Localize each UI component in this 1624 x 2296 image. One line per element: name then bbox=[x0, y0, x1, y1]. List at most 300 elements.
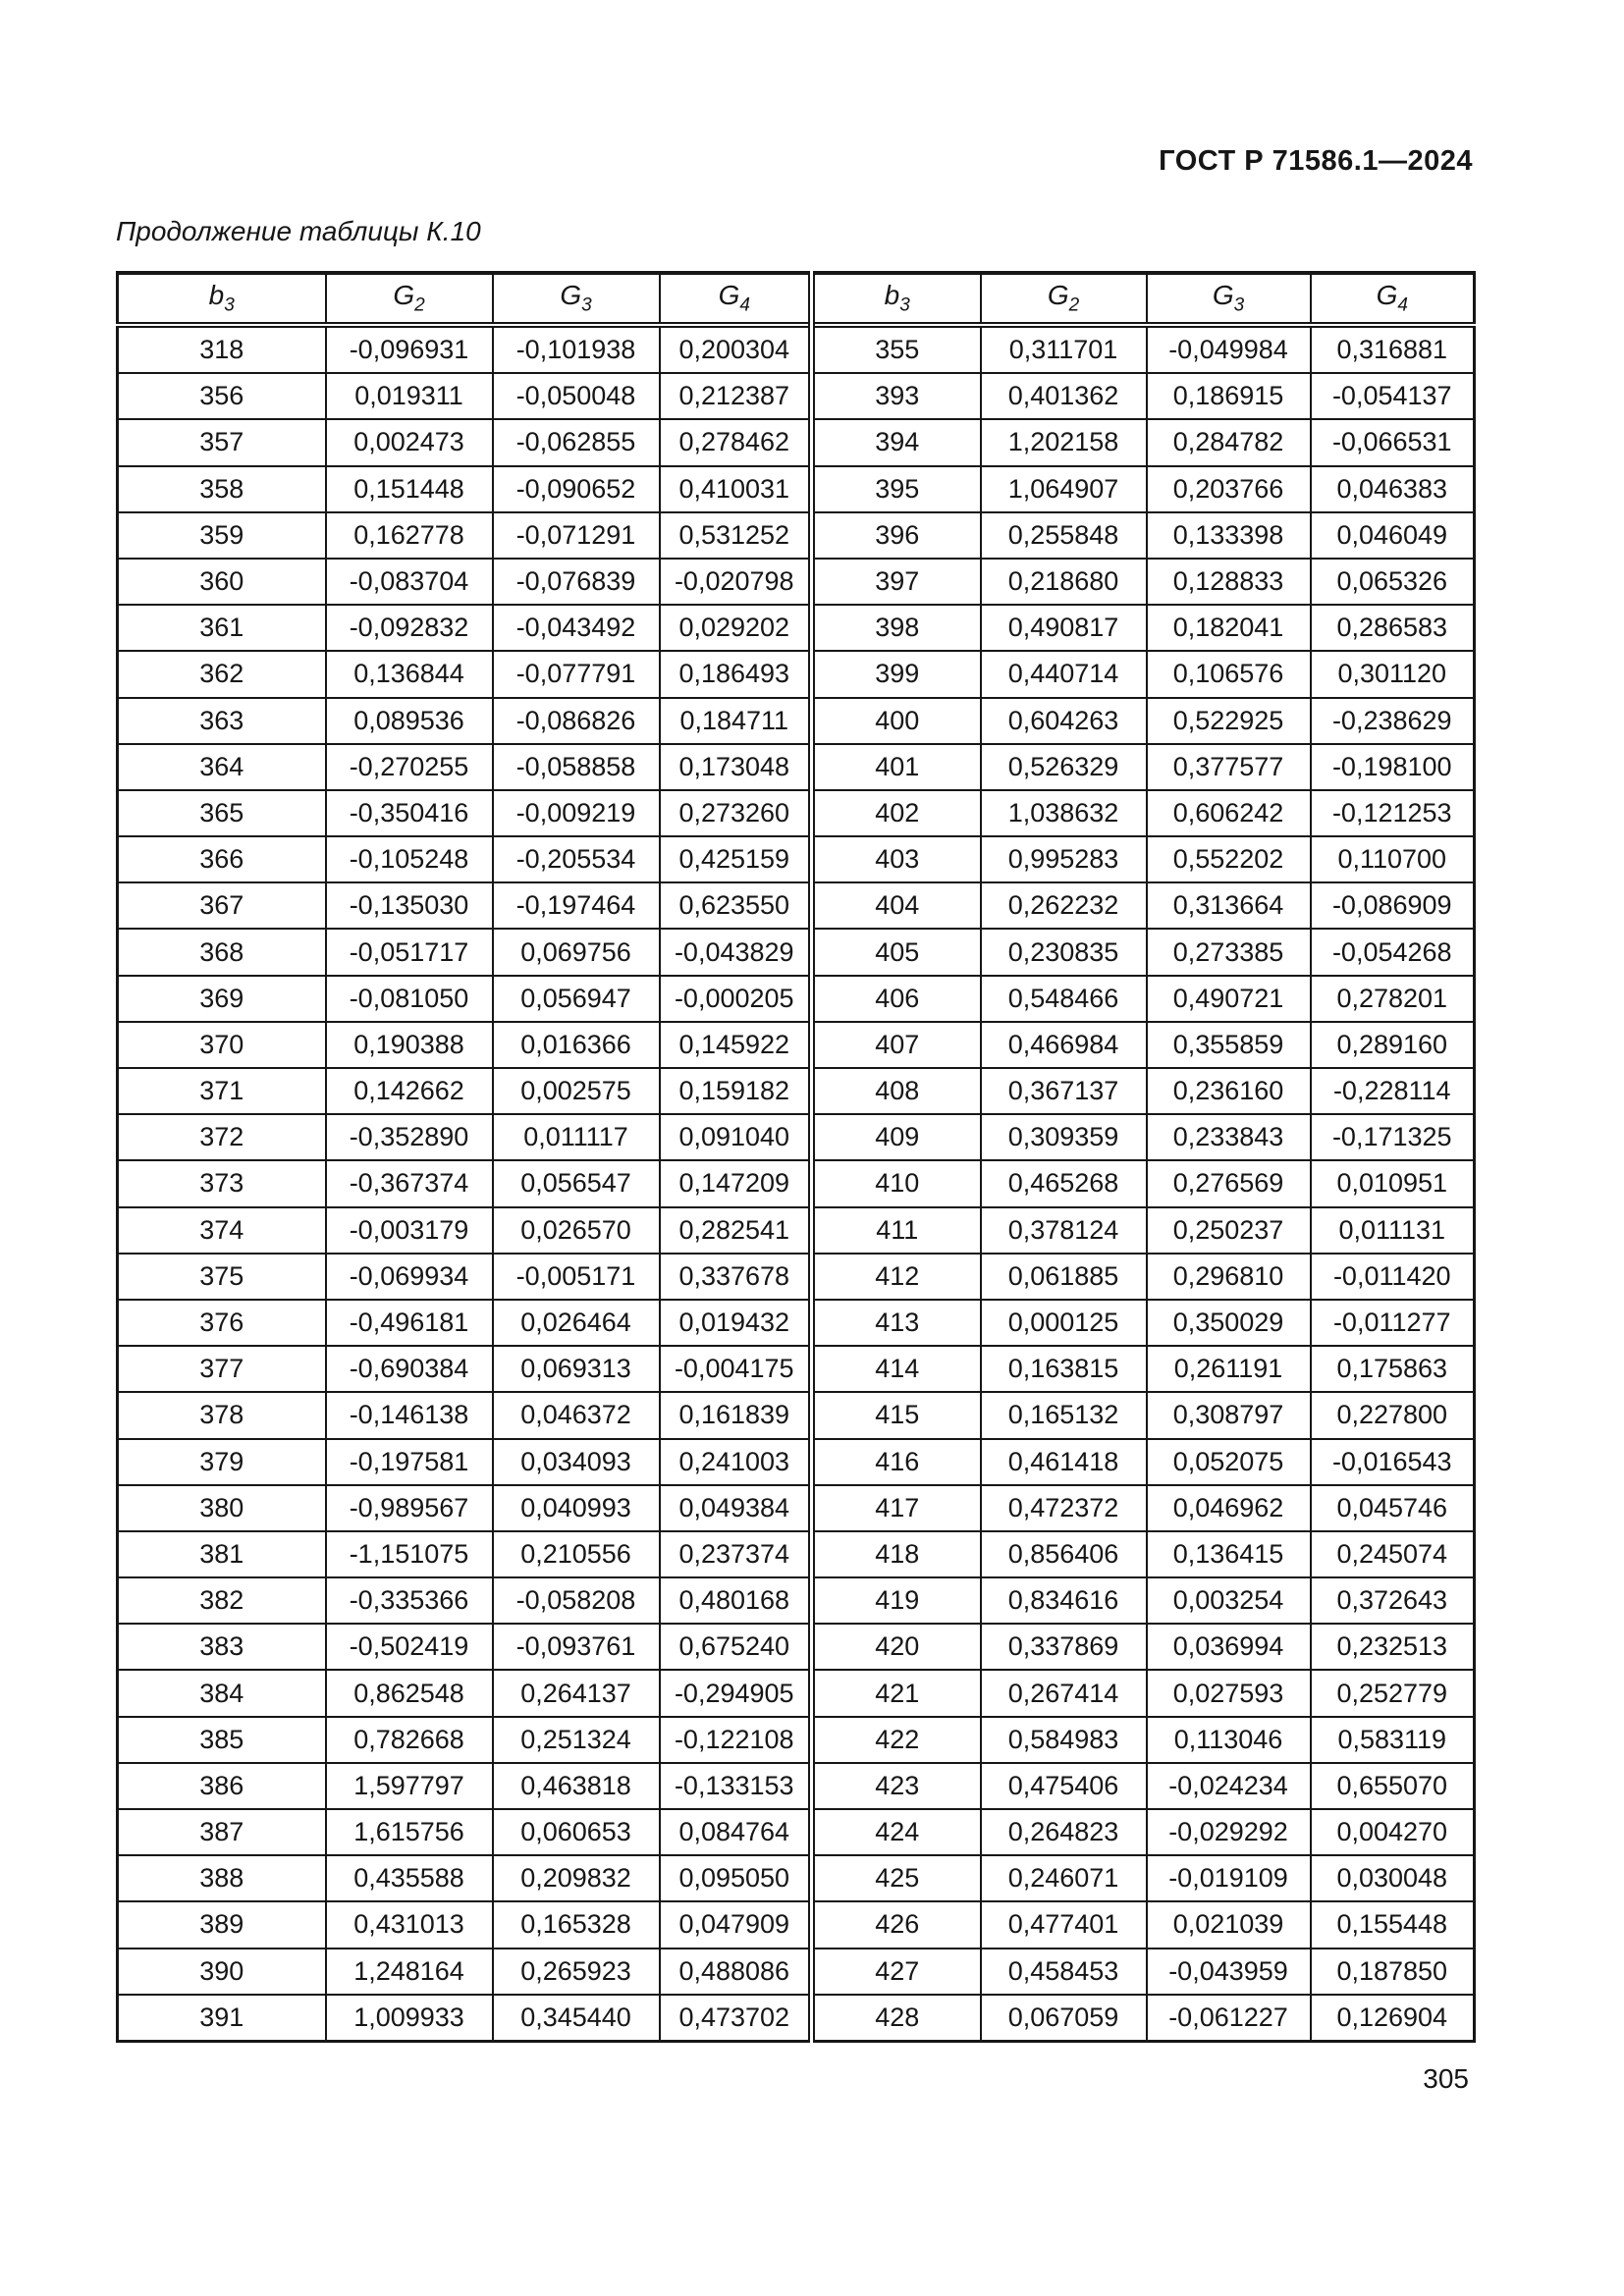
table-cell: 375 bbox=[118, 1254, 326, 1300]
table-cell: 0,056547 bbox=[493, 1160, 660, 1206]
table-row bbox=[118, 1577, 1475, 1624]
table-cell: 0,110700 bbox=[1311, 836, 1475, 882]
table-cell: 390 bbox=[118, 1949, 326, 1995]
table-cell: -0,049984 bbox=[1147, 325, 1311, 373]
table-cell: 0,548466 bbox=[981, 976, 1147, 1022]
table-row bbox=[118, 1717, 1475, 1763]
table-cell: 423 bbox=[812, 1763, 981, 1809]
table-cell: -0,004175 bbox=[660, 1346, 812, 1392]
table-cell: 0,106576 bbox=[1147, 651, 1311, 697]
table-cell: -0,077791 bbox=[493, 651, 660, 697]
table-cell: 360 bbox=[118, 559, 326, 605]
column-header-G4-right: $G_4$ bbox=[1311, 273, 1475, 325]
table-cell: 397 bbox=[812, 559, 981, 605]
table-cell: 411 bbox=[812, 1207, 981, 1254]
table-row bbox=[118, 1809, 1475, 1855]
table-cell: 0,209832 bbox=[493, 1855, 660, 1901]
table-cell: 362 bbox=[118, 651, 326, 697]
table-cell: 393 bbox=[812, 373, 981, 419]
table-cell: 0,029202 bbox=[660, 605, 812, 651]
table-cell: 372 bbox=[118, 1114, 326, 1160]
table-cell: 355 bbox=[812, 325, 981, 373]
table-cell: 0,472372 bbox=[981, 1485, 1147, 1531]
table-cell: 1,248164 bbox=[326, 1949, 493, 1995]
table-cell: 0,046962 bbox=[1147, 1485, 1311, 1531]
table-cell: -0,071291 bbox=[493, 512, 660, 559]
table-cell: 0,047909 bbox=[660, 1901, 812, 1948]
table-cell: 0,126904 bbox=[1311, 1995, 1475, 2042]
table-cell: 0,264137 bbox=[493, 1670, 660, 1716]
table-cell: 0,236160 bbox=[1147, 1068, 1311, 1114]
table-cell: 402 bbox=[812, 790, 981, 836]
table-cell: 0,282541 bbox=[660, 1207, 812, 1254]
table-cell: 0,480168 bbox=[660, 1577, 812, 1624]
table-cell: 0,011117 bbox=[493, 1114, 660, 1160]
table-cell: 0,526329 bbox=[981, 744, 1147, 790]
table-cell: 0,278462 bbox=[660, 419, 812, 465]
table-cell: 0,995283 bbox=[981, 836, 1147, 882]
table-cell: 0,477401 bbox=[981, 1901, 1147, 1948]
table-cell: 394 bbox=[812, 419, 981, 465]
table-cell: 0,245074 bbox=[1311, 1531, 1475, 1577]
table-cell: 356 bbox=[118, 373, 326, 419]
table-cell: 383 bbox=[118, 1624, 326, 1670]
table-cell: -0,050048 bbox=[493, 373, 660, 419]
table-cell: -0,101938 bbox=[493, 325, 660, 373]
document-code: ГОСТ Р 71586.1—2024 bbox=[1159, 145, 1473, 177]
table-cell: 395 bbox=[812, 466, 981, 512]
data-table bbox=[116, 271, 1476, 2043]
table-cell: 0,246071 bbox=[981, 1855, 1147, 1901]
table-cell: 0,410031 bbox=[660, 466, 812, 512]
table-cell: 0,251324 bbox=[493, 1717, 660, 1763]
table-cell: -0,076839 bbox=[493, 559, 660, 605]
table-cell: 0,133398 bbox=[1147, 512, 1311, 559]
table-cell: 0,002575 bbox=[493, 1068, 660, 1114]
table-cell: 366 bbox=[118, 836, 326, 882]
table-cell: 0,136415 bbox=[1147, 1531, 1311, 1577]
table-cell: -0,335366 bbox=[326, 1577, 493, 1624]
table-cell: -0,009219 bbox=[493, 790, 660, 836]
table-cell: 0,034093 bbox=[493, 1439, 660, 1485]
table-cell: -0,690384 bbox=[326, 1346, 493, 1392]
table-cell: 0,067059 bbox=[981, 1995, 1147, 2042]
table-cell: -0,105248 bbox=[326, 836, 493, 882]
table-cell: -0,029292 bbox=[1147, 1809, 1311, 1855]
table-cell: -0,496181 bbox=[326, 1300, 493, 1346]
table-cell: 0,431013 bbox=[326, 1901, 493, 1948]
table-cell: 0,584983 bbox=[981, 1717, 1147, 1763]
table-row bbox=[118, 698, 1475, 744]
table-cell: 0,142662 bbox=[326, 1068, 493, 1114]
table-row bbox=[118, 1392, 1475, 1438]
table-cell: 0,458453 bbox=[981, 1949, 1147, 1995]
table-cell: -0,019109 bbox=[1147, 1855, 1311, 1901]
table-cell: 359 bbox=[118, 512, 326, 559]
table-cell: 0,337869 bbox=[981, 1624, 1147, 1670]
table-cell: -0,000205 bbox=[660, 976, 812, 1022]
table-cell: 0,026464 bbox=[493, 1300, 660, 1346]
table-cell: -0,016543 bbox=[1311, 1439, 1475, 1485]
table-cell: 0,190388 bbox=[326, 1022, 493, 1068]
table-cell: 0,284782 bbox=[1147, 419, 1311, 465]
table-header-row bbox=[118, 273, 1475, 325]
table-cell: -0,135030 bbox=[326, 882, 493, 929]
table-row bbox=[118, 1207, 1475, 1254]
table-cell: -0,058858 bbox=[493, 744, 660, 790]
table-cell: 416 bbox=[812, 1439, 981, 1485]
table-row bbox=[118, 1439, 1475, 1485]
table-cell: 0,522925 bbox=[1147, 698, 1311, 744]
table-cell: 0,010951 bbox=[1311, 1160, 1475, 1206]
table-cell: 0,161839 bbox=[660, 1392, 812, 1438]
table-cell: -0,005171 bbox=[493, 1254, 660, 1300]
column-header-G3-right: $G_3$ bbox=[1147, 273, 1311, 325]
table-cell: 410 bbox=[812, 1160, 981, 1206]
table-row bbox=[118, 605, 1475, 651]
table-cell: 0,378124 bbox=[981, 1207, 1147, 1254]
table-cell: -0,294905 bbox=[660, 1670, 812, 1716]
table-row bbox=[118, 1763, 1475, 1809]
table-cell: -0,502419 bbox=[326, 1624, 493, 1670]
table-cell: 0,440714 bbox=[981, 651, 1147, 697]
table-cell: -0,061227 bbox=[1147, 1995, 1311, 2042]
table-cell: -0,011420 bbox=[1311, 1254, 1475, 1300]
table-cell: 0,182041 bbox=[1147, 605, 1311, 651]
table-row bbox=[118, 373, 1475, 419]
table-cell: -0,020798 bbox=[660, 559, 812, 605]
table-cell: 0,147209 bbox=[660, 1160, 812, 1206]
table-cell: -0,352890 bbox=[326, 1114, 493, 1160]
table-row bbox=[118, 744, 1475, 790]
table-cell: 0,040993 bbox=[493, 1485, 660, 1531]
column-header-G4-left: $G_4$ bbox=[660, 273, 812, 325]
table-cell: 426 bbox=[812, 1901, 981, 1948]
table-cell: -0,197581 bbox=[326, 1439, 493, 1485]
table-cell: -0,003179 bbox=[326, 1207, 493, 1254]
table-row bbox=[118, 466, 1475, 512]
table-cell: 400 bbox=[812, 698, 981, 744]
table-cell: 408 bbox=[812, 1068, 981, 1114]
table-cell: 0,604263 bbox=[981, 698, 1147, 744]
table-cell: 0,002473 bbox=[326, 419, 493, 465]
table-cell: 406 bbox=[812, 976, 981, 1022]
table-cell: -0,121253 bbox=[1311, 790, 1475, 836]
table-cell: 0,200304 bbox=[660, 325, 812, 373]
table-row bbox=[118, 790, 1475, 836]
table-cell: 0,060653 bbox=[493, 1809, 660, 1855]
table-cell: 419 bbox=[812, 1577, 981, 1624]
table-cell: 0,004270 bbox=[1311, 1809, 1475, 1855]
table-cell: -0,093761 bbox=[493, 1624, 660, 1670]
table-cell: 384 bbox=[118, 1670, 326, 1716]
table-cell: 0,345440 bbox=[493, 1995, 660, 2042]
table-cell: 0,308797 bbox=[1147, 1392, 1311, 1438]
table-cell: 0,289160 bbox=[1311, 1022, 1475, 1068]
table-cell: 425 bbox=[812, 1855, 981, 1901]
table-cell: 1,064907 bbox=[981, 466, 1147, 512]
table-cell: 0,232513 bbox=[1311, 1624, 1475, 1670]
table-cell: 376 bbox=[118, 1300, 326, 1346]
table-cell: 0,401362 bbox=[981, 373, 1147, 419]
table-cell: -0,270255 bbox=[326, 744, 493, 790]
table-cell: 0,490817 bbox=[981, 605, 1147, 651]
table-row bbox=[118, 651, 1475, 697]
table-cell: 0,250237 bbox=[1147, 1207, 1311, 1254]
table-cell: -0,062855 bbox=[493, 419, 660, 465]
table-row bbox=[118, 1670, 1475, 1716]
table-cell: 0,136844 bbox=[326, 651, 493, 697]
table-cell: 389 bbox=[118, 1901, 326, 1948]
table-cell: 0,212387 bbox=[660, 373, 812, 419]
table-row bbox=[118, 1068, 1475, 1114]
table-cell: 409 bbox=[812, 1114, 981, 1160]
table-cell: 418 bbox=[812, 1531, 981, 1577]
table-cell: 0,095050 bbox=[660, 1855, 812, 1901]
table-cell: 0,045746 bbox=[1311, 1485, 1475, 1531]
table-cell: 0,337678 bbox=[660, 1254, 812, 1300]
table-cell: 379 bbox=[118, 1439, 326, 1485]
table-cell: 0,273385 bbox=[1147, 929, 1311, 975]
table-row bbox=[118, 1254, 1475, 1300]
table-cell: 0,230835 bbox=[981, 929, 1147, 975]
table-cell: 417 bbox=[812, 1485, 981, 1531]
table-cell: 428 bbox=[812, 1995, 981, 2042]
table-cell: 1,615756 bbox=[326, 1809, 493, 1855]
table-row bbox=[118, 1160, 1475, 1206]
table-cell: 0,019311 bbox=[326, 373, 493, 419]
table-cell: 0,165132 bbox=[981, 1392, 1147, 1438]
table-cell: 1,202158 bbox=[981, 419, 1147, 465]
table-cell: 0,276569 bbox=[1147, 1160, 1311, 1206]
table-cell: 0,583119 bbox=[1311, 1717, 1475, 1763]
table-cell: 370 bbox=[118, 1022, 326, 1068]
table-cell: 385 bbox=[118, 1717, 326, 1763]
column-header-b3-right: $b_3$ bbox=[812, 273, 981, 325]
table-row bbox=[118, 1624, 1475, 1670]
table-cell: 401 bbox=[812, 744, 981, 790]
table-cell: 0,862548 bbox=[326, 1670, 493, 1716]
table-cell: 0,091040 bbox=[660, 1114, 812, 1160]
table-cell: 0,241003 bbox=[660, 1439, 812, 1485]
table-cell: 377 bbox=[118, 1346, 326, 1392]
table-cell: 0,159182 bbox=[660, 1068, 812, 1114]
table-cell: 0,355859 bbox=[1147, 1022, 1311, 1068]
table-cell: 427 bbox=[812, 1949, 981, 1995]
table-cell: 422 bbox=[812, 1717, 981, 1763]
table-cell: 0,003254 bbox=[1147, 1577, 1311, 1624]
table-row bbox=[118, 929, 1475, 975]
table-cell: 0,049384 bbox=[660, 1485, 812, 1531]
table-cell: 0,046383 bbox=[1311, 466, 1475, 512]
table-cell: 380 bbox=[118, 1485, 326, 1531]
table-cell: -0,146138 bbox=[326, 1392, 493, 1438]
table-cell: 415 bbox=[812, 1392, 981, 1438]
table-cell: 414 bbox=[812, 1346, 981, 1392]
table-row bbox=[118, 325, 1475, 373]
table-cell: 396 bbox=[812, 512, 981, 559]
table-cell: 0,173048 bbox=[660, 744, 812, 790]
table-cell: 0,218680 bbox=[981, 559, 1147, 605]
table-cell: -0,043829 bbox=[660, 929, 812, 975]
table-cell: 0,531252 bbox=[660, 512, 812, 559]
table-cell: 391 bbox=[118, 1995, 326, 2042]
table-cell: 0,036994 bbox=[1147, 1624, 1311, 1670]
table-cell: 0,475406 bbox=[981, 1763, 1147, 1809]
table-cell: 0,367137 bbox=[981, 1068, 1147, 1114]
table-cell: 358 bbox=[118, 466, 326, 512]
table-cell: -0,081050 bbox=[326, 976, 493, 1022]
table-cell: 0,273260 bbox=[660, 790, 812, 836]
table-cell: 357 bbox=[118, 419, 326, 465]
table-cell: 0,264823 bbox=[981, 1809, 1147, 1855]
table-row bbox=[118, 1855, 1475, 1901]
table-cell: 378 bbox=[118, 1392, 326, 1438]
table-cell: -0,043959 bbox=[1147, 1949, 1311, 1995]
table-row bbox=[118, 976, 1475, 1022]
table-row bbox=[118, 1995, 1475, 2042]
table-row bbox=[118, 836, 1475, 882]
table-cell: 361 bbox=[118, 605, 326, 651]
table-cell: 398 bbox=[812, 605, 981, 651]
table-cell: -0,096931 bbox=[326, 325, 493, 373]
table-cell: -0,092832 bbox=[326, 605, 493, 651]
table-cell: 0,069756 bbox=[493, 929, 660, 975]
table-cell: -0,083704 bbox=[326, 559, 493, 605]
table-cell: 0,856406 bbox=[981, 1531, 1147, 1577]
table-cell: 0,175863 bbox=[1311, 1346, 1475, 1392]
table-body bbox=[118, 325, 1475, 2041]
table-cell: -0,350416 bbox=[326, 790, 493, 836]
table-cell: 0,030048 bbox=[1311, 1855, 1475, 1901]
table-cell: -0,054137 bbox=[1311, 373, 1475, 419]
table-cell: 403 bbox=[812, 836, 981, 882]
table-cell: -0,054268 bbox=[1311, 929, 1475, 975]
column-header-G3-left: $G_3$ bbox=[493, 273, 660, 325]
table-cell: 374 bbox=[118, 1207, 326, 1254]
table-cell: 0,461418 bbox=[981, 1439, 1147, 1485]
table-cell: 0,162778 bbox=[326, 512, 493, 559]
table-cell: 0,311701 bbox=[981, 325, 1147, 373]
column-header-G2-left: $G_2$ bbox=[326, 273, 493, 325]
table-cell: 0,313664 bbox=[1147, 882, 1311, 929]
table-row bbox=[118, 1022, 1475, 1068]
table-cell: -0,197464 bbox=[493, 882, 660, 929]
table-cell: 386 bbox=[118, 1763, 326, 1809]
table-cell: -0,086909 bbox=[1311, 882, 1475, 929]
table-cell: 404 bbox=[812, 882, 981, 929]
table-cell: -0,024234 bbox=[1147, 1763, 1311, 1809]
table-row bbox=[118, 419, 1475, 465]
table-cell: 0,286583 bbox=[1311, 605, 1475, 651]
table-cell: -0,367374 bbox=[326, 1160, 493, 1206]
table-cell: 399 bbox=[812, 651, 981, 697]
table-cell: 382 bbox=[118, 1577, 326, 1624]
table-cell: 412 bbox=[812, 1254, 981, 1300]
table-cell: 365 bbox=[118, 790, 326, 836]
table-cell: 0,267414 bbox=[981, 1670, 1147, 1716]
table-cell: 0,184711 bbox=[660, 698, 812, 744]
table-cell: 0,465268 bbox=[981, 1160, 1147, 1206]
table-cell: 0,782668 bbox=[326, 1717, 493, 1763]
table-cell: 0,490721 bbox=[1147, 976, 1311, 1022]
table-cell: -0,228114 bbox=[1311, 1068, 1475, 1114]
table-cell: 1,009933 bbox=[326, 1995, 493, 2042]
table-cell: 0,834616 bbox=[981, 1577, 1147, 1624]
table-cell: -0,043492 bbox=[493, 605, 660, 651]
column-header-b3-left: $b_3$ bbox=[118, 273, 326, 325]
table-cell: 0,425159 bbox=[660, 836, 812, 882]
table-cell: 373 bbox=[118, 1160, 326, 1206]
table-row bbox=[118, 882, 1475, 929]
table-cell: 0,296810 bbox=[1147, 1254, 1311, 1300]
table-cell: 405 bbox=[812, 929, 981, 975]
table-cell: 0,089536 bbox=[326, 698, 493, 744]
table-cell: 0,011131 bbox=[1311, 1207, 1475, 1254]
table-cell: 0,350029 bbox=[1147, 1300, 1311, 1346]
table-cell: 407 bbox=[812, 1022, 981, 1068]
table-cell: 0,261191 bbox=[1147, 1346, 1311, 1392]
table-cell: 0,265923 bbox=[493, 1949, 660, 1995]
table-cell: 371 bbox=[118, 1068, 326, 1114]
table-cell: 0,675240 bbox=[660, 1624, 812, 1670]
table-cell: -0,069934 bbox=[326, 1254, 493, 1300]
table-cell: 413 bbox=[812, 1300, 981, 1346]
table-head bbox=[118, 273, 1475, 325]
table-row bbox=[118, 1114, 1475, 1160]
table-cell: 0,435588 bbox=[326, 1855, 493, 1901]
column-header-G2-right: $G_2$ bbox=[981, 273, 1147, 325]
table-cell: 0,084764 bbox=[660, 1809, 812, 1855]
table-cell: 420 bbox=[812, 1624, 981, 1670]
table-cell: 0,027593 bbox=[1147, 1670, 1311, 1716]
table-cell: 381 bbox=[118, 1531, 326, 1577]
table-cell: 367 bbox=[118, 882, 326, 929]
table-cell: 0,655070 bbox=[1311, 1763, 1475, 1809]
table-cell: 0,019432 bbox=[660, 1300, 812, 1346]
table-row bbox=[118, 1346, 1475, 1392]
table-cell: 364 bbox=[118, 744, 326, 790]
table-cell: 0,061885 bbox=[981, 1254, 1147, 1300]
table-cell: -0,171325 bbox=[1311, 1114, 1475, 1160]
table-row bbox=[118, 1300, 1475, 1346]
table-cell: -0,066531 bbox=[1311, 419, 1475, 465]
table-cell: 1,597797 bbox=[326, 1763, 493, 1809]
table-cell: 0,021039 bbox=[1147, 1901, 1311, 1948]
table-cell: 0,252779 bbox=[1311, 1670, 1475, 1716]
table-row bbox=[118, 1901, 1475, 1948]
table-row bbox=[118, 1949, 1475, 1995]
table-cell: 0,145922 bbox=[660, 1022, 812, 1068]
table-cell: 0,309359 bbox=[981, 1114, 1147, 1160]
table-cell: 421 bbox=[812, 1670, 981, 1716]
table-cell: 0,187850 bbox=[1311, 1949, 1475, 1995]
table-cell: -0,122108 bbox=[660, 1717, 812, 1763]
table-cell: 0,113046 bbox=[1147, 1717, 1311, 1763]
table-row bbox=[118, 512, 1475, 559]
table-cell: 424 bbox=[812, 1809, 981, 1855]
table-cell: -0,011277 bbox=[1311, 1300, 1475, 1346]
table-cell: 0,255848 bbox=[981, 512, 1147, 559]
table-cell: -1,151075 bbox=[326, 1531, 493, 1577]
table-cell: -0,205534 bbox=[493, 836, 660, 882]
table-cell: 0,052075 bbox=[1147, 1439, 1311, 1485]
table-cell: 0,466984 bbox=[981, 1022, 1147, 1068]
table-cell: 363 bbox=[118, 698, 326, 744]
table-cell: 0,372643 bbox=[1311, 1577, 1475, 1624]
table-row bbox=[118, 1531, 1475, 1577]
table-cell: 0,046372 bbox=[493, 1392, 660, 1438]
